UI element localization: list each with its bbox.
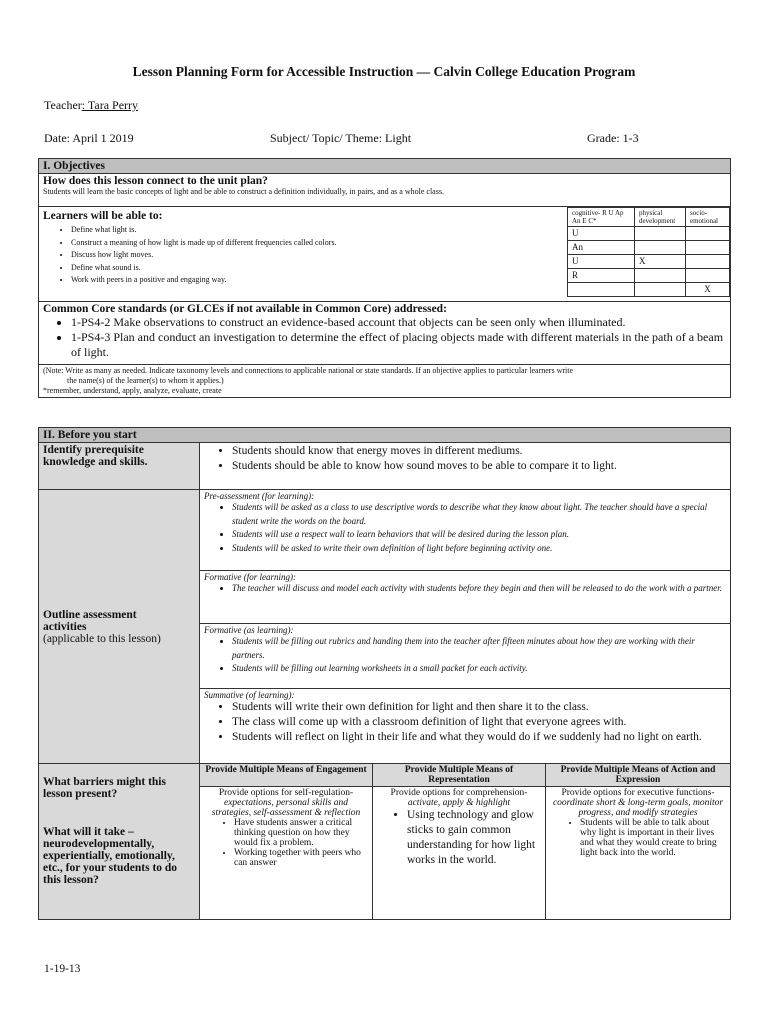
formative-for-list [204,582,726,596]
means-action-list [550,818,726,858]
list-item: • Students will use a respect wall to learn behaviors that will be desired during the lesson plan. [232,528,726,542]
date-field: Date: April 1 2019 [44,131,134,145]
means-representation-list [377,808,541,868]
objectives-list [43,224,563,287]
list-item: • Students will be able to talk about why light is important in their lives and what they would create to bring light back into the world. [580,818,726,858]
take-question: What will it take – neurodevelopmentally, experientially, emotionally, etc., for your students to do this lesson? [43,826,178,886]
list-item: • Students will be asked to write their own definition of light before beginning activity one. [232,542,726,556]
list-item: • 1-PS4-3 Plan and conduct an investigation to determine the effect of placing objects made with different materials in the path of a beam of light. [71,330,726,360]
taxonomy-col-cognitive: cognitive- R U Ap An E C* [568,208,635,227]
teacher-name: : Tara Perry [81,98,139,112]
objectives-table [38,158,731,398]
formative-as-list [204,635,726,676]
footer-date: 1-19-13 [44,963,81,975]
summative-label: Summative (of learning): [204,690,295,700]
page-title: Lesson Planning Form for Accessible Instruction — Calvin College Education Program [132,64,636,79]
barriers-question: What barriers might this lesson present? [43,776,166,800]
table-cell [568,283,635,297]
list-item: • 1-PS4-2 Make observations to construct an evidence-based account that objects can be seen only when illuminated. [71,315,726,330]
taxonomy-col-physical: physical development [635,208,686,227]
pre-assessment-label: Pre-assessment (for learning): [204,491,315,501]
list-item: • Students will be asked as a class to use descriptive words to describe what they know about light. The teacher should have a special student write the words on the board. [232,501,726,528]
list-item: • Define what sound is. [71,262,563,275]
list-item: • Students should be able to know how sound moves to be able to compare it to light. [232,459,726,474]
list-item: • Construct a meaning of how light is made up of different frequencies called colors. [71,237,563,250]
means-representation-italic: activate, apply & highlight [407,798,511,808]
table-cell [635,283,686,297]
subject-field: Subject/ Topic/ Theme: Light [270,131,412,145]
list-item: • Students will write their own definition for light and then share it to the class. [232,700,726,715]
summative-list [204,700,726,745]
table-cell: X [686,283,730,297]
means-engagement-list [204,818,368,868]
means-representation-lead: Provide options for comprehension- [390,788,528,798]
list-item: • Working together with peers who can answer [234,848,368,868]
list-item: • Have students answer a critical thinking question on how they would fix a problem. [234,818,368,848]
table-cell: U [568,255,635,269]
formative-for-label: Formative (for learning): [204,572,296,582]
pre-assessment-list [204,501,726,555]
table-cell [686,227,730,241]
table-cell: An [568,241,635,255]
taxonomy-col-socio: socio-emotional [686,208,730,227]
table-cell: U [568,227,635,241]
before-header: II. Before you start [39,428,731,443]
table-cell [635,269,686,283]
list-item: • The teacher will discuss and model each activity with students before they begin and then will be released to do the work with a partner. [232,582,726,596]
outline-subtitle: (applicable to this lesson) [43,632,161,645]
connect-answer: Students will learn the basic concepts of light and be able to construct a definition individually, in pairs, and as a whole class. [43,187,444,196]
teacher-line [44,98,138,113]
list-item: • Define what light is. [71,224,563,237]
table-cell [686,269,730,283]
means-engagement-italic: expectations, personal skills and strategies, self-assessment & reflection [211,798,361,818]
before-table [38,427,731,920]
list-item: • Work with peers in a positive and engaging way. [71,274,563,287]
table-cell: R [568,269,635,283]
note-line-1: (Note: Write as many as needed. Indicate taxonomy levels and connections to applicable national or state standards. If an objective applies to particular learners write [43,366,574,375]
taxonomy-table [567,207,730,297]
means-engagement-header: Provide Multiple Means of Engagement [200,764,373,787]
table-cell [686,255,730,269]
table-cell: X [635,255,686,269]
list-item: • Discuss how light moves. [71,249,563,262]
connect-question: How does this lesson connect to the unit plan? [43,175,268,187]
teacher-label: Teacher [44,98,82,112]
note-line-2: the name(s) of the learner(s) to whom it applies.) [67,376,224,385]
table-cell [635,227,686,241]
means-engagement-lead: Provide options for self-regulation- [218,788,354,798]
grade-field: Grade: 1-3 [587,131,639,145]
table-cell [686,241,730,255]
means-action-header: Provide Multiple Means of Action and Expression [546,764,731,787]
list-item: • The class will come up with a classroom definition of light that everyone agrees with. [232,715,726,730]
objectives-header: I. Objectives [39,159,731,174]
list-item: • Students will be filling out learning worksheets in a small packet for each activity. [232,662,726,676]
list-item: • Students should know that energy moves in different mediums. [232,444,726,459]
list-item: • Using technology and glow sticks to gain common understanding for how light works in the world. [407,808,541,868]
list-item: • Students will be filling out rubrics and handing them into the teacher after fifteen minutes about how they are working with their partners. [232,635,726,662]
list-item: • Students will reflect on light in their life and what they would do if we suddenly had no light on earth. [232,730,726,745]
formative-as-label: Formative (as learning): [204,625,294,635]
learners-question: Learners will be able to: [43,210,163,222]
means-representation-header: Provide Multiple Means of Representation [373,764,546,787]
note-line-3: *remember, understand, apply, analyze, evaluate, create [43,386,222,395]
common-core-question: Common Core standards (or GLCEs if not available in Common Core) addressed: [43,303,447,315]
prereq-list [204,444,726,474]
means-action-lead: Provide options for executive functions- [561,788,715,798]
prereq-question: Identify prerequisite knowledge and skills. [39,443,200,490]
means-action-italic: coordinate short & long-term goals, monitor progress, and modify strategies [552,798,724,818]
table-cell [635,241,686,255]
common-core-list [43,315,726,360]
outline-question: Outline assessment activities [43,608,137,633]
